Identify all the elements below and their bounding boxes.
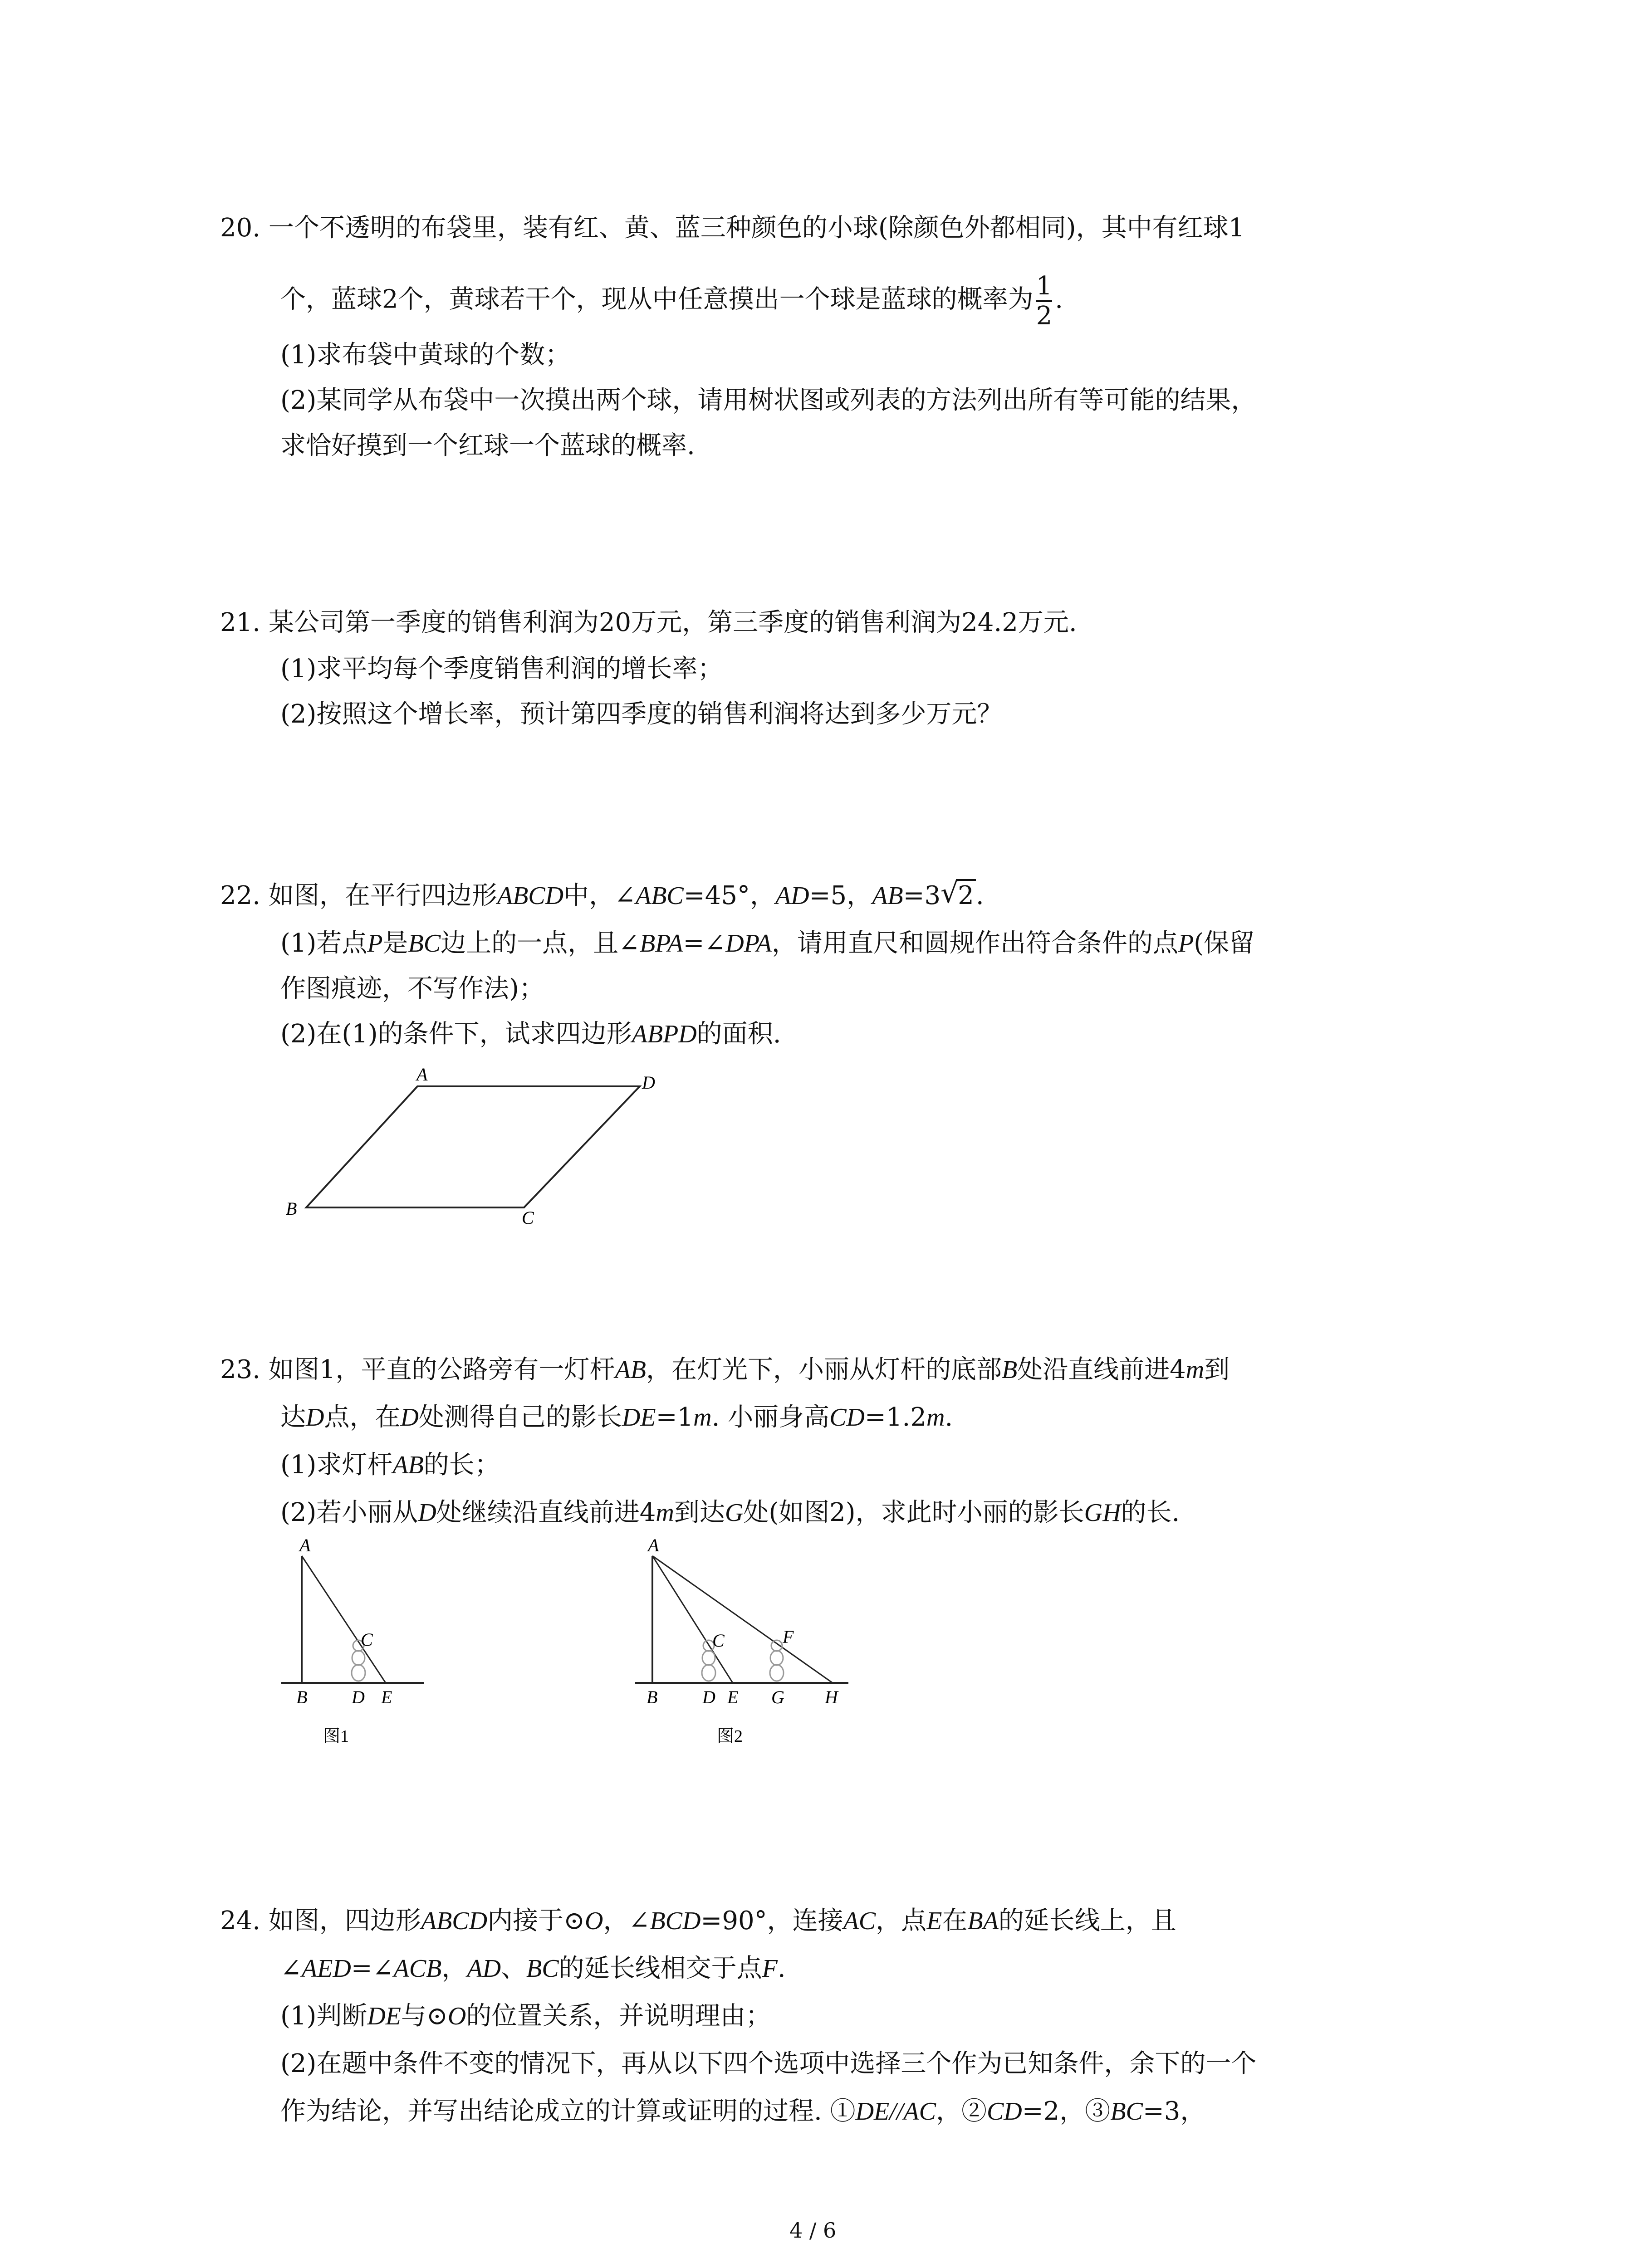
q24-text: 与⊙: [401, 2001, 448, 2031]
q21-text-1: 某公司第一季度的销售利润为20万元，第三季度的销售利润为24.2万元.: [268, 608, 1077, 637]
q23-var: AB: [615, 1356, 646, 1384]
q24-text: =90°，连接: [700, 1906, 843, 1936]
q23-text: 处(如图2)，求此时小丽的影长: [743, 1498, 1084, 1527]
figure-2: [635, 1535, 848, 1746]
q24-text: .: [777, 1954, 786, 1983]
q23-var: D: [400, 1403, 419, 1432]
q24-var: AED: [301, 1955, 351, 1983]
person-figure-g: [770, 1640, 784, 1681]
q20-period: .: [1055, 284, 1063, 314]
q24-text: ，∠: [603, 1906, 650, 1936]
q24-text: 、: [501, 1954, 527, 1983]
q22-text: (1)若点: [280, 929, 367, 958]
q20-part2a: (2)某同学从布袋中一次摸出两个球，请用树状图或列表的方法列出所有等可能的结果，: [280, 386, 1257, 415]
q24-text: ，: [441, 1954, 467, 1983]
q22-text: 如图，在平行四边形: [268, 881, 497, 910]
q23-number: 23.: [220, 1355, 261, 1384]
label-h: H: [825, 1687, 838, 1707]
figure-1-caption: 图1: [323, 1727, 349, 1746]
label-a: A: [299, 1535, 311, 1555]
q23-var: D: [306, 1403, 324, 1432]
q23-var: DE: [622, 1403, 656, 1432]
q24-text: 的延长线上，且: [998, 1906, 1176, 1936]
q22-var: ABC: [636, 882, 684, 910]
q23-text: 的长.: [1121, 1498, 1180, 1527]
light-ray: [302, 1556, 386, 1683]
q24-text: =2，③: [1022, 2097, 1111, 2126]
q24-text: 作为结论，并写出结论成立的计算或证明的过程. ①: [280, 2097, 856, 2126]
label-g: G: [771, 1687, 784, 1707]
q23-text: 如图1，平直的公路旁有一灯杆: [268, 1355, 615, 1384]
q21-number: 21.: [220, 608, 261, 637]
q20-number: 20.: [220, 213, 261, 243]
q23-text: =1.2: [864, 1403, 926, 1432]
q24-var: F: [762, 1955, 778, 1983]
fraction-numerator: 1: [1036, 271, 1053, 301]
q24-var: ACB: [393, 1955, 442, 1983]
q23-var: m: [1185, 1356, 1205, 1384]
q24-line1: [220, 1905, 1176, 1937]
q23-text: 处沿直线前进4: [1017, 1355, 1186, 1384]
q24-var: BC: [1110, 2097, 1143, 2126]
q24-var: ABCD: [421, 1907, 488, 1935]
q22-text: .: [975, 881, 984, 910]
figure-1: [281, 1535, 424, 1746]
q24-text: ，②: [936, 2097, 987, 2126]
q20-part2b: 求恰好摸到一个红球一个蓝球的概率.: [280, 431, 695, 460]
q22-var: AB: [872, 882, 903, 910]
label-b: B: [647, 1687, 658, 1707]
label-c: C: [712, 1630, 725, 1651]
label-a: A: [416, 1064, 428, 1085]
q24-text: (1)判断: [280, 2001, 367, 2031]
q24-var: O: [585, 1907, 603, 1935]
q23-text: ，在灯光下，小丽从灯杆的底部: [646, 1355, 1002, 1384]
label-b: B: [296, 1687, 308, 1707]
label-f: F: [783, 1627, 794, 1647]
label-b: B: [286, 1198, 297, 1219]
q22-text: =3: [903, 881, 941, 910]
q24-var: BCD: [650, 1907, 701, 1935]
q22-text: =5，: [809, 881, 872, 910]
q22-text: 边上的一点，且∠: [441, 929, 640, 958]
q24-var: O: [447, 2002, 466, 2030]
q23-text: (2)若小丽从: [280, 1498, 418, 1527]
label-d: D: [702, 1687, 715, 1707]
light-ray-2: [652, 1556, 833, 1683]
q23-text: =1: [656, 1403, 694, 1432]
label-c: C: [361, 1629, 373, 1650]
q22-var: DPA: [725, 929, 772, 958]
q23-text: 点，在: [324, 1403, 401, 1432]
q22-var: P: [1178, 929, 1194, 958]
q20-text-2: 个，蓝球2个，黄球若干个，现从中任意摸出一个球是蓝球的概率为: [280, 284, 1034, 314]
label-d: D: [352, 1687, 365, 1707]
q23-var: D: [418, 1499, 436, 1527]
q23-var: B: [1001, 1356, 1018, 1384]
q22-text: 的面积.: [696, 1019, 781, 1049]
label-e: E: [727, 1687, 739, 1707]
q20-part1: (1)求布袋中黄球的个数；: [280, 340, 571, 370]
q23-var: AB: [392, 1451, 424, 1479]
light-ray-1: [652, 1556, 733, 1683]
q23-text: 到达: [674, 1498, 725, 1527]
q24-text: 如图，四边形: [268, 1906, 421, 1936]
q24-text: =3，: [1142, 2097, 1206, 2126]
q22-var: ABCD: [497, 882, 564, 910]
q24-var: AC: [843, 1907, 876, 1935]
q22-text: =45°，: [683, 881, 775, 910]
q24-part2b: [280, 2096, 1205, 2127]
q24-var: AC: [903, 2097, 936, 2126]
q24-line2: [280, 1953, 786, 1984]
q23-var: m: [926, 1403, 945, 1432]
q23-var: GH: [1084, 1499, 1121, 1527]
q24-var: AD: [467, 1955, 501, 1983]
q23-var: m: [656, 1499, 674, 1527]
q22-var: AD: [775, 882, 809, 910]
q22-var: BPA: [640, 929, 683, 958]
page-number: 4 / 6: [789, 2218, 837, 2243]
label-d: D: [642, 1072, 655, 1093]
q22-text: =∠: [683, 929, 726, 958]
q24-text: =∠: [351, 1954, 394, 1983]
q24-text: 在: [942, 1906, 968, 1936]
q20-text-1: 一个不透明的布袋里，装有红、黄、蓝三种颜色的小球(除颜色外都相同)，其中有红球1: [268, 213, 1245, 243]
label-a: A: [648, 1535, 659, 1555]
q24-text: 内接于⊙: [487, 1906, 585, 1936]
radicand: 2: [956, 879, 976, 910]
q22-text: 中，∠: [563, 881, 636, 910]
q23-var: CD: [829, 1403, 865, 1432]
q22-var: BC: [408, 929, 441, 958]
q24-var: BA: [967, 1907, 999, 1935]
q24-part2a: (2)在题中条件不变的情况下，再从以下四个选项中选择三个作为已知条件，余下的一个: [280, 2049, 1257, 2078]
q23-text: (1)求灯杆: [280, 1450, 393, 1480]
q22-text: ，请用直尺和圆规作出符合条件的点: [771, 929, 1178, 958]
q23-text: 处测得自己的影长: [418, 1403, 622, 1432]
q22-var: ABPD: [632, 1020, 697, 1048]
q21-part1: (1)求平均每个季度销售利润的增长率；: [280, 654, 723, 684]
q23-text: 到: [1204, 1355, 1230, 1384]
q22-text: (2)在(1)的条件下，试求四边形: [280, 1019, 632, 1049]
q23-text: . 小丽身高: [711, 1403, 830, 1432]
q22-text: 是: [382, 929, 408, 958]
q24-text: 的位置关系，并说明理由；: [466, 2001, 771, 2031]
q23-text: 处继续沿直线前进4: [436, 1498, 656, 1527]
q24-var: E: [926, 1907, 942, 1935]
q24-part1: [280, 2000, 771, 2032]
q23-text: 达: [280, 1403, 306, 1432]
q24-var: BC: [526, 1955, 559, 1983]
q24-text: //: [889, 2097, 904, 2126]
q22-number: 22.: [220, 881, 261, 910]
q24-text: 的延长线相交于点: [558, 1954, 762, 1983]
fraction-denominator: 2: [1036, 301, 1053, 331]
q24-var: DE: [367, 2002, 401, 2030]
figure-2-caption: 图2: [717, 1727, 743, 1746]
q23-var: m: [693, 1403, 712, 1432]
q23-text: .: [945, 1403, 953, 1432]
q23-var: G: [725, 1499, 744, 1527]
q22-text: (保留: [1194, 929, 1254, 958]
q24-var: DE: [855, 2097, 890, 2126]
q22-part1b: 作图痕迹，不写作法)；: [280, 974, 544, 1003]
q24-number: 24.: [220, 1906, 261, 1936]
q24-text: ，点: [876, 1906, 927, 1936]
label-e: E: [381, 1687, 392, 1707]
q24-text: ∠: [280, 1954, 302, 1983]
q22-var: P: [367, 929, 383, 958]
q21-part2: (2)按照这个增长率，预计第四季度的销售利润将达到多少万元？: [280, 699, 1003, 729]
label-c: C: [522, 1207, 534, 1228]
q23-text: 的长；: [423, 1450, 500, 1480]
q24-var: CD: [986, 2097, 1022, 2126]
